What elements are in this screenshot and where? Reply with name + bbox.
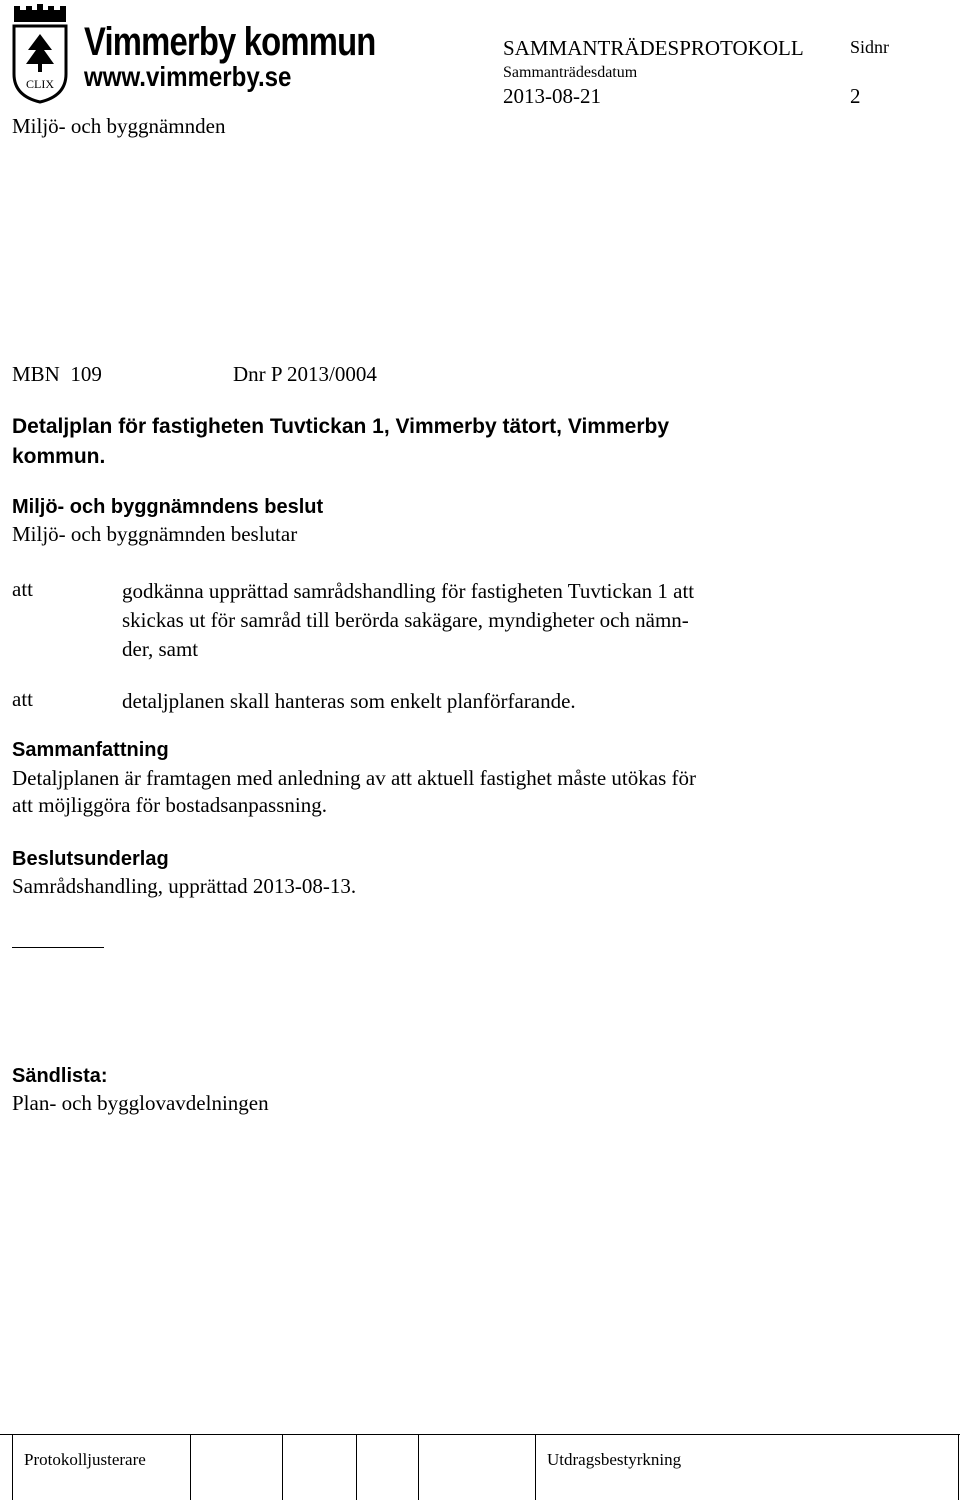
decision-heading: Miljö- och byggnämndens beslut: [12, 496, 324, 518]
meeting-date: 2013-08-21: [503, 84, 601, 108]
page-number: 2: [850, 84, 861, 108]
footer-cell-divider: [418, 1434, 419, 1500]
decision-item-text: [122, 687, 762, 716]
summary-heading: Sammanfattning: [12, 739, 169, 761]
municipality-crest: [8, 4, 72, 104]
summary-line: Detaljplanen är framtagen med anledning av att aktuell fastighet måste utökas för: [12, 766, 696, 790]
document-type: SAMMANTRÄDESPROTOKOLL: [503, 36, 804, 60]
distribution-text: Plan- och bygglovavdelningen: [12, 1091, 269, 1115]
footer-cell-divider: [356, 1434, 357, 1500]
footer-cell-divider: [282, 1434, 283, 1500]
footer-divider: [0, 1434, 960, 1435]
case-id: MBN 109: [12, 362, 102, 386]
decision-item-line: der, samt: [122, 637, 199, 661]
decision-item-text: [122, 577, 762, 664]
footer-cell-divider: [535, 1434, 536, 1500]
svg-text:CLIX: CLIX: [26, 77, 54, 91]
decision-intro: Miljö- och byggnämnden beslutar: [12, 522, 298, 546]
summary-line: att möjliggöra för bostadsanpassning.: [12, 793, 327, 817]
meeting-date-label: Sammanträdesdatum: [503, 64, 638, 81]
brand-name: Vimmerby kommun: [84, 20, 376, 64]
decision-item-line: detaljplanen skall hanteras som enkelt planförfarande.: [122, 689, 576, 713]
basis-heading: Beslutsunderlag: [12, 848, 169, 870]
signature-footer: [0, 1434, 960, 1500]
footer-cell-divider: [12, 1434, 13, 1500]
decision-item-line: godkänna upprättad samrådshandling för fastigheten Tuvtickan 1 att: [122, 579, 695, 603]
diary-number: Dnr P 2013/0004: [233, 362, 377, 386]
separator-rule: [12, 947, 104, 948]
footer-cell-divider: [190, 1434, 191, 1500]
committee-name: Miljö- och byggnämnden: [12, 114, 226, 138]
distribution-heading: Sändlista:: [12, 1065, 108, 1087]
certification-label: Utdragsbestyrkning: [547, 1450, 682, 1469]
basis-text: Samrådshandling, upprättad 2013-08-13.: [12, 874, 357, 898]
decision-item-marker: att: [12, 577, 33, 601]
decision-item-marker: att: [12, 687, 33, 711]
decision-item-line: skickas ut för samråd till berörda sakägare, myndigheter och nämn-: [122, 608, 689, 632]
brand-url: www.vimmerby.se: [84, 61, 292, 92]
crest-icon: [8, 4, 72, 104]
adjuster-label: Protokolljusterare: [24, 1450, 146, 1469]
footer-cell-divider: [958, 1434, 959, 1500]
page-number-label: Sidnr: [850, 37, 890, 57]
case-title: Detaljplan för fastigheten Tuvtickan 1, Vimmerby tätort, Vimmerby kommun.: [12, 415, 670, 468]
